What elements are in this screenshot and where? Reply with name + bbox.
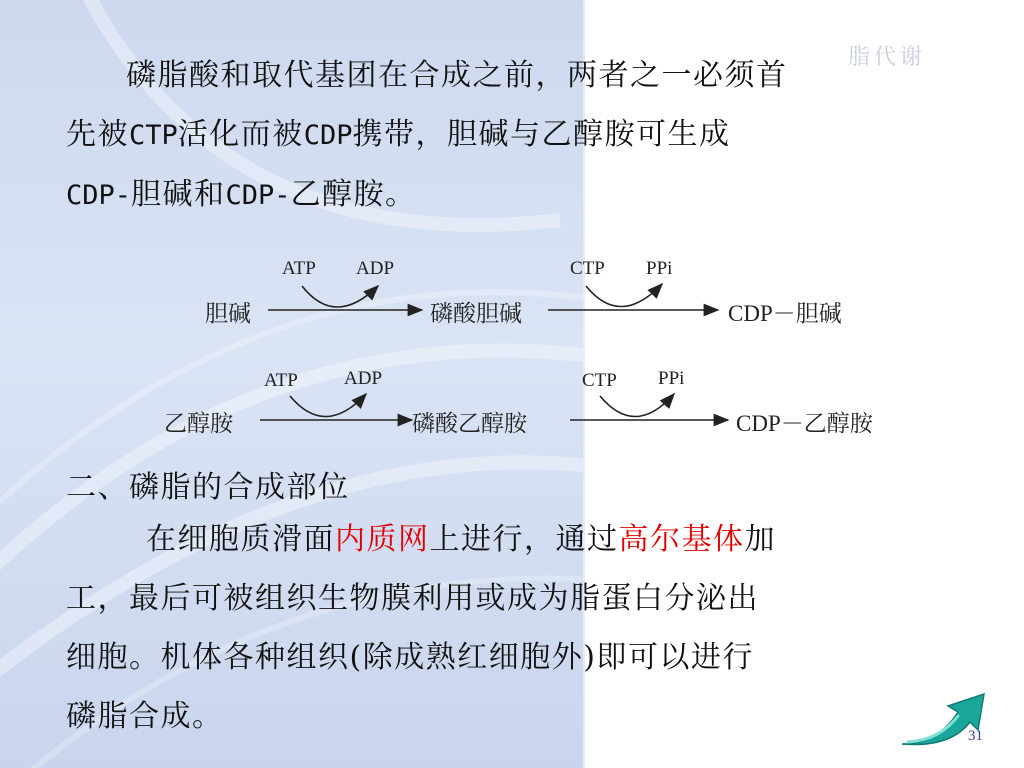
ppi-label: PPi bbox=[646, 258, 673, 279]
intro-text: 胆碱和 bbox=[131, 177, 226, 212]
intro-line-1-text: 磷脂酸和取代基团在合成之前，两者之一必须首 bbox=[126, 58, 788, 93]
atp-label: ATP bbox=[264, 370, 298, 391]
intro-text: 先被 bbox=[66, 117, 129, 152]
adp-label: ADP bbox=[344, 368, 383, 389]
ppi-label: PPi bbox=[658, 368, 685, 389]
cdp-term: CDP- bbox=[225, 180, 291, 211]
golgi-highlight: 高尔基体 bbox=[618, 522, 745, 557]
intro-paragraph bbox=[66, 46, 946, 225]
ethanolamine-label: 乙醇胺 bbox=[164, 411, 233, 436]
choline-label: 胆碱 bbox=[205, 301, 251, 326]
site-line-3: 细胞。机体各种组织(除成熟红细胞外)即可以进行 bbox=[66, 640, 754, 675]
intro-line-1 bbox=[66, 46, 946, 105]
phosphoethanolamine-label: 磷酸乙醇胺 bbox=[412, 411, 527, 436]
site-text: 加 bbox=[744, 522, 776, 557]
site-line-1 bbox=[66, 510, 946, 569]
intro-text: 乙醇胺。 bbox=[290, 177, 417, 212]
ctp-label: CTP bbox=[582, 370, 617, 391]
intro-line-2 bbox=[66, 105, 946, 165]
site-line-2: 工，最后可被组织生物膜利用或成为脂蛋白分泌出 bbox=[66, 581, 759, 616]
section-heading: 二、磷脂的合成部位 bbox=[66, 470, 350, 505]
slide-number: 31 bbox=[968, 728, 983, 744]
cdp-term: CDP bbox=[303, 120, 353, 151]
watermark-text: 脂代谢 bbox=[848, 45, 927, 70]
intro-text: 携带，胆碱与乙醇胺可生成 bbox=[352, 117, 731, 152]
site-text: 在细胞质滑面 bbox=[146, 522, 335, 557]
ctp-term: CTP bbox=[129, 120, 178, 151]
cdp-term: CDP- bbox=[66, 180, 132, 211]
synthesis-site-paragraph bbox=[66, 510, 946, 746]
cdp-ethanolamine-label: CDP－乙醇胺 bbox=[736, 411, 873, 436]
intro-line-3 bbox=[66, 165, 946, 225]
atp-label: ATP bbox=[282, 258, 316, 279]
cdp-choline-label: CDP－胆碱 bbox=[728, 301, 842, 326]
adp-label: ADP bbox=[356, 258, 395, 279]
ctp-label: CTP bbox=[570, 258, 605, 279]
er-highlight: 内质网 bbox=[335, 522, 430, 557]
site-text: 上进行，通过 bbox=[429, 522, 619, 557]
intro-text: 活化而被 bbox=[177, 117, 304, 152]
phosphocholine-label: 磷酸胆碱 bbox=[430, 301, 522, 326]
site-line-4: 磷脂合成。 bbox=[66, 699, 224, 734]
